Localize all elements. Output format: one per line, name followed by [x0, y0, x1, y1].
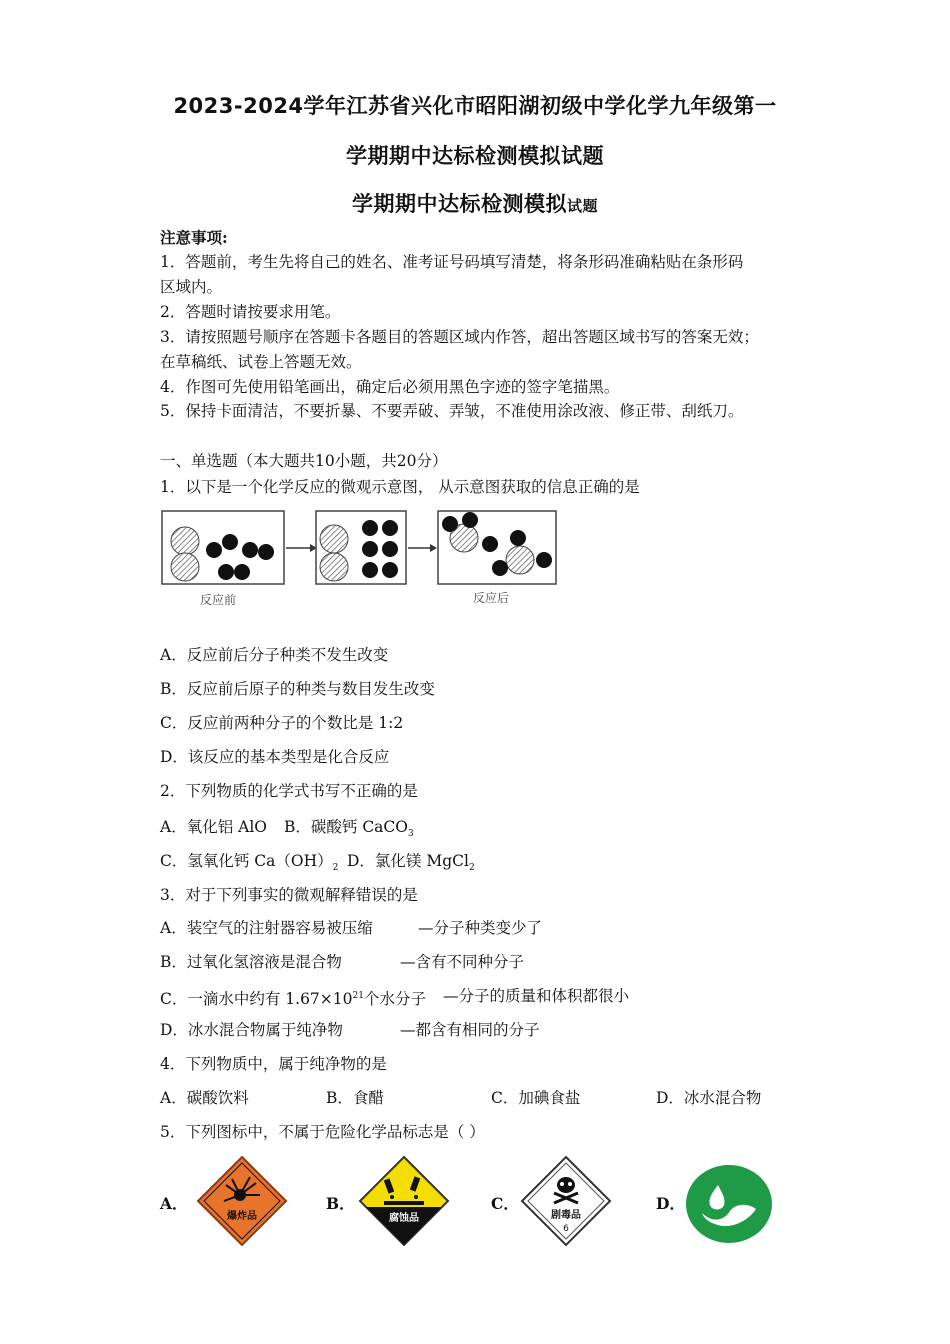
q5-option-c-label: C．: [491, 1194, 519, 1213]
q5-stem: 5．下列图标中，不属于危险化学品标志是（ ）: [160, 1123, 485, 1141]
green-circle: [686, 1165, 772, 1243]
q4-option-a: A．碳酸饮料: [160, 1089, 249, 1107]
explosive-sign-text: 爆炸品: [227, 1211, 257, 1222]
toxic-sign-text: 剧毒品: [551, 1210, 581, 1221]
black-atom: [218, 564, 234, 580]
black-atom: [382, 520, 398, 536]
title-line-2: 学期期中达标检测模拟试题: [346, 144, 604, 168]
q1-option-a: A．反应前后分子种类不发生改变: [160, 646, 389, 664]
title-line-3: [0, 188, 950, 218]
q2-option-c: C．氢氧化钙 $Ca(OH)_2$: [160, 852, 339, 874]
q1-stem: 1．以下是一个化学反应的微观示意图， 从示意图获取的信息正确的是: [160, 478, 640, 496]
black-atom: [382, 541, 398, 557]
black-atom: [482, 536, 498, 552]
hatched-atom: [171, 553, 199, 581]
title-line-3-small: 试题: [566, 197, 598, 215]
note-2: 2．答题时请按要求用笔。: [160, 303, 341, 321]
corrosive-sign-icon: [358, 1155, 450, 1247]
q5-option-b-label: B．: [326, 1194, 355, 1213]
q3-option-d-explanation: —都含有相同的分子: [400, 1021, 540, 1039]
title-line-3-main: 学期期中达标检测模拟: [351, 192, 567, 216]
q4-option-b: B．食醋: [326, 1089, 384, 1107]
toxic-sign-icon: [520, 1155, 612, 1247]
toxic-sign-number: 6: [563, 1224, 569, 1234]
q2-option-b: B．碳酸钙 CaCO$_3$: [284, 818, 414, 840]
black-atom: [222, 534, 238, 550]
black-atom: [362, 562, 378, 578]
q1-option-b: B．反应前后原子的种类与数目发生改变: [160, 680, 435, 698]
q2-option-a: A．氧化铝 AlO: [160, 818, 267, 836]
q3-option-a-explanation: —分子种类变少了: [418, 919, 543, 937]
water-saving-logo-icon: [684, 1163, 774, 1245]
q5-option-d-label: D．: [656, 1194, 685, 1213]
black-atom: [442, 516, 458, 532]
black-atom: [536, 552, 552, 568]
q1-option-c: C．反应前两种分子的个数比是 1:2: [160, 714, 404, 732]
note-1a: 1．答题前，考生先将自己的姓名、准考证号码填写清楚，将条形码准确粘贴在条形码: [160, 253, 744, 271]
q4-option-c: C．加碘食盐: [491, 1089, 581, 1107]
q3-stem: 3．对于下列事实的微观解释错误的是: [160, 886, 418, 904]
notes-heading: 注意事项:: [160, 228, 228, 247]
hatched-atom: [320, 553, 348, 581]
q3-option-a: A．装空气的注射器容易被压缩: [160, 919, 373, 937]
note-3b: 在草稿纸、试卷上答题无效。: [160, 353, 362, 371]
explosive-sign-icon: [196, 1155, 288, 1247]
section-1-heading: 一、单选题（本大题共10小题，共20分）: [160, 452, 448, 470]
black-atom: [362, 520, 378, 536]
q3-option-c-explanation: —分子的质量和体积都很小: [443, 987, 630, 1005]
q1-option-d: D．该反应的基本类型是化合反应: [160, 748, 390, 766]
hatched-atom: [506, 546, 534, 574]
note-3a: 3．请按照题号顺序在答题卡各题目的答题区域内作答，超出答题区域书写的答案无效；: [160, 328, 759, 346]
black-atom: [462, 512, 478, 528]
black-atom: [362, 541, 378, 557]
black-atom: [234, 564, 250, 580]
corrosive-sign-text: 腐蚀品: [389, 1213, 419, 1224]
q2-option-d: D．氯化镁 MgCl$_2$: [347, 852, 475, 874]
label-before: 反应前: [200, 593, 237, 607]
black-atom: [382, 562, 398, 578]
q4-stem: 4．下列物质中，属于纯净物的是: [160, 1055, 387, 1073]
label-after: 反应后: [473, 591, 510, 605]
black-atom: [206, 542, 222, 558]
note-5: 5．保持卡面清洁，不要折暴、不要弄破、弄皱，不准使用涂改液、修正带、刮纸刀。: [160, 402, 744, 420]
q2-stem: 2．下列物质的化学式书写不正确的是: [160, 782, 418, 800]
q5-option-a-label: A．: [160, 1194, 188, 1213]
black-atom: [510, 530, 526, 546]
q3-option-b: B．过氧化氢溶液是混合物: [160, 953, 342, 971]
q3-option-c: C．一滴水中约有 $1.67\times 10^{21}$个水分子: [160, 990, 426, 1009]
q3-option-d: D．冰水混合物属于纯净物: [160, 1021, 343, 1039]
q4-option-d: D．冰水混合物: [656, 1089, 762, 1107]
q1-reaction-diagram: [160, 508, 560, 610]
explosive-diamond: [198, 1157, 286, 1245]
black-atom: [242, 542, 258, 558]
hatched-atom: [320, 525, 348, 553]
black-atom: [258, 544, 274, 560]
arrow-icon: [430, 544, 437, 552]
note-4: 4．作图可先使用铅笔画出，确定后必须用黑色字迹的签字笔描黑。: [160, 378, 620, 396]
hatched-atom: [171, 527, 199, 555]
title-line-1: 2023-2024学年江苏省兴化市昭阳湖初级中学化学九年级第一: [173, 94, 777, 118]
black-atom: [492, 560, 508, 576]
q3-option-b-explanation: —含有不同种分子: [400, 953, 525, 971]
note-1b: 区域内。: [160, 278, 223, 296]
